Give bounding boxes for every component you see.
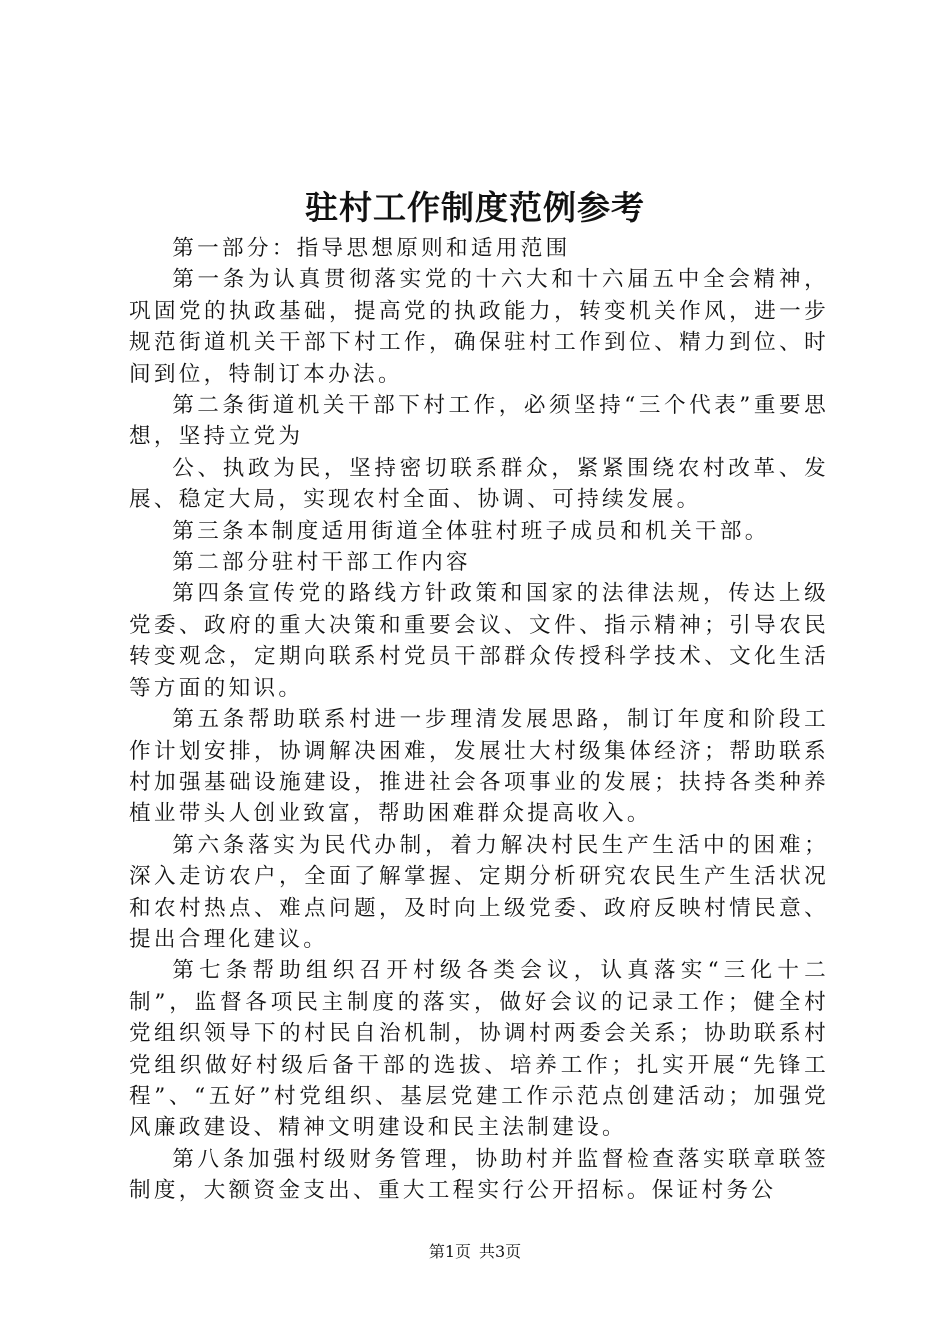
paragraph-article-4: 第四条宣传党的路线方针政策和国家的法律法规，传达上级党委、政府的重大决策和重要会议、文件、指示精神；引导农民转变观念，定期向联系村党员干部群众传授科学技术、文化生活等方面的知识。	[129, 581, 829, 701]
paragraph-article-5: 第五条帮助联系村进一步理清发展思路，制订年度和阶段工作计划安排，协调解决困难，发展壮大村级集体经济；帮助联系村加强基础设施建设，推进社会各项事业的发展；扶持各类种养植业带头人创业致富，帮助困难群众提高收入。	[129, 707, 829, 827]
paragraph-article-1: 第一条为认真贯彻落实党的十六大和十六届五中全会精神，巩固党的执政基础，提高党的执政能力，转变机关作风，进一步规范街道机关干部下村工作，确保驻村工作到位、精力到位、时间到位，特制订本办法。	[129, 267, 829, 387]
page-total: 共3页	[479, 1242, 522, 1261]
page-footer	[0, 1240, 950, 1264]
paragraph-article-2-continued: 公、执政为民，坚持密切联系群众，紧紧围绕农村改革、发展、稳定大局，实现农村全面、协调、可持续发展。	[129, 455, 829, 513]
document-title: 驻村工作制度范例参考	[305, 188, 645, 227]
paragraph-part-two-heading: 第二部分驻村干部工作内容	[172, 550, 471, 576]
paragraph-part-one-heading: 第一部分：指导思想原则和适用范围	[172, 236, 571, 261]
paragraph-article-7: 第七条帮助组织召开村级各类会议，认真落实“三化十二制”，监督各项民主制度的落实，做好会议的记录工作；健全村党组织领导下的村民自治机制，协调村两委会关系；协助联系村党组织做好村级后备干部的选拔、培养工作；扎实开展“先锋工程”、“五好”村党组织、基层党建工作示范点创建活动；加强党风廉政建设、精神文明建设和民主法制建设。	[129, 958, 829, 1141]
page-number: 第1页	[428, 1242, 471, 1261]
document-body	[129, 233, 829, 1207]
paragraph-article-3: 第三条本制度适用街道全体驻村班子成员和机关干部。	[172, 518, 770, 544]
paragraph-article-8: 第八条加强村级财务管理，协助村并监督检查落实联章联签制度，大额资金支出、重大工程实行公开招标。保证村务公	[129, 1146, 829, 1204]
paragraph-article-2: 第二条街道机关干部下村工作，必须坚持“三个代表”重要思想，坚持立党为	[129, 393, 829, 450]
paragraph-article-6: 第六条落实为民代办制，着力解决村民生产生活中的困难；深入走访农户，全面了解掌握、定期分析研究农民生产生活状况和农村热点、难点问题，及时向上级党委、政府反映村情民意、提出合理化建议。	[129, 832, 829, 952]
